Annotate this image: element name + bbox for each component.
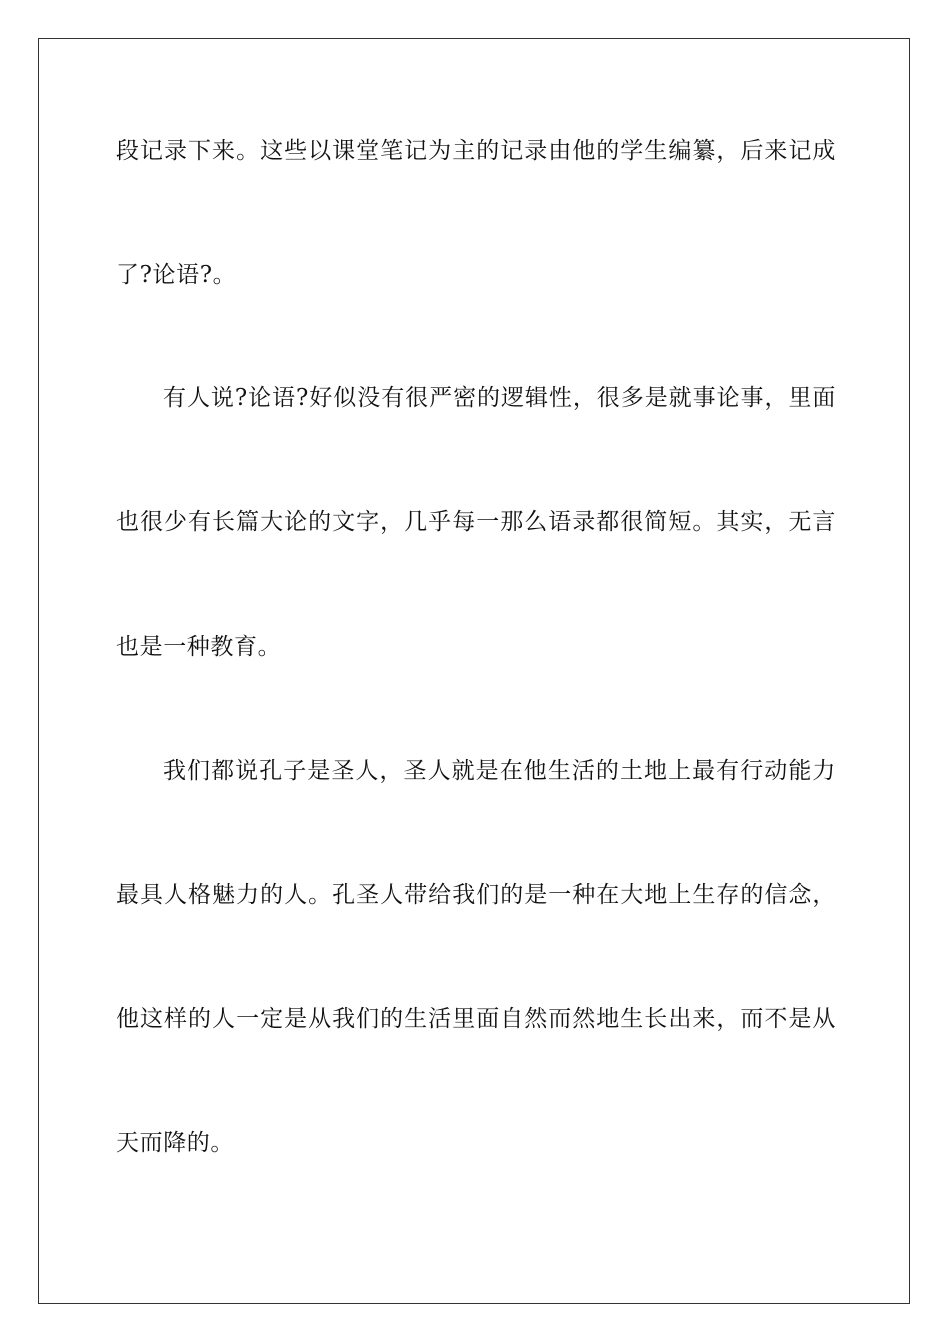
page-border	[38, 38, 910, 1304]
paragraph-line-8: 他这样的人一定是从我们的生活里面自然而然地生长出来，而不是从	[116, 1006, 836, 1032]
paragraph-line-3: 有人说?论语?好似没有很严密的逻辑性，很多是就事论事，里面	[163, 385, 836, 411]
paragraph-line-6: 我们都说孔子是圣人，圣人就是在他生活的土地上最有行动能力	[163, 758, 836, 784]
paragraph-line-2: 了?论语?。	[116, 262, 237, 288]
paragraph-line-4: 也很少有长篇大论的文字，几乎每一那么语录都很简短。其实，无言	[116, 509, 836, 535]
paragraph-line-7: 最具人格魅力的人。孔圣人带给我们的是一种在大地上生存的信念，	[116, 882, 836, 908]
paragraph-line-9: 天而降的。	[116, 1130, 234, 1156]
paragraph-line-5: 也是一种教育。	[116, 634, 282, 660]
paragraph-line-1: 段记录下来。这些以课堂笔记为主的记录由他的学生编纂，后来记成	[116, 138, 836, 164]
